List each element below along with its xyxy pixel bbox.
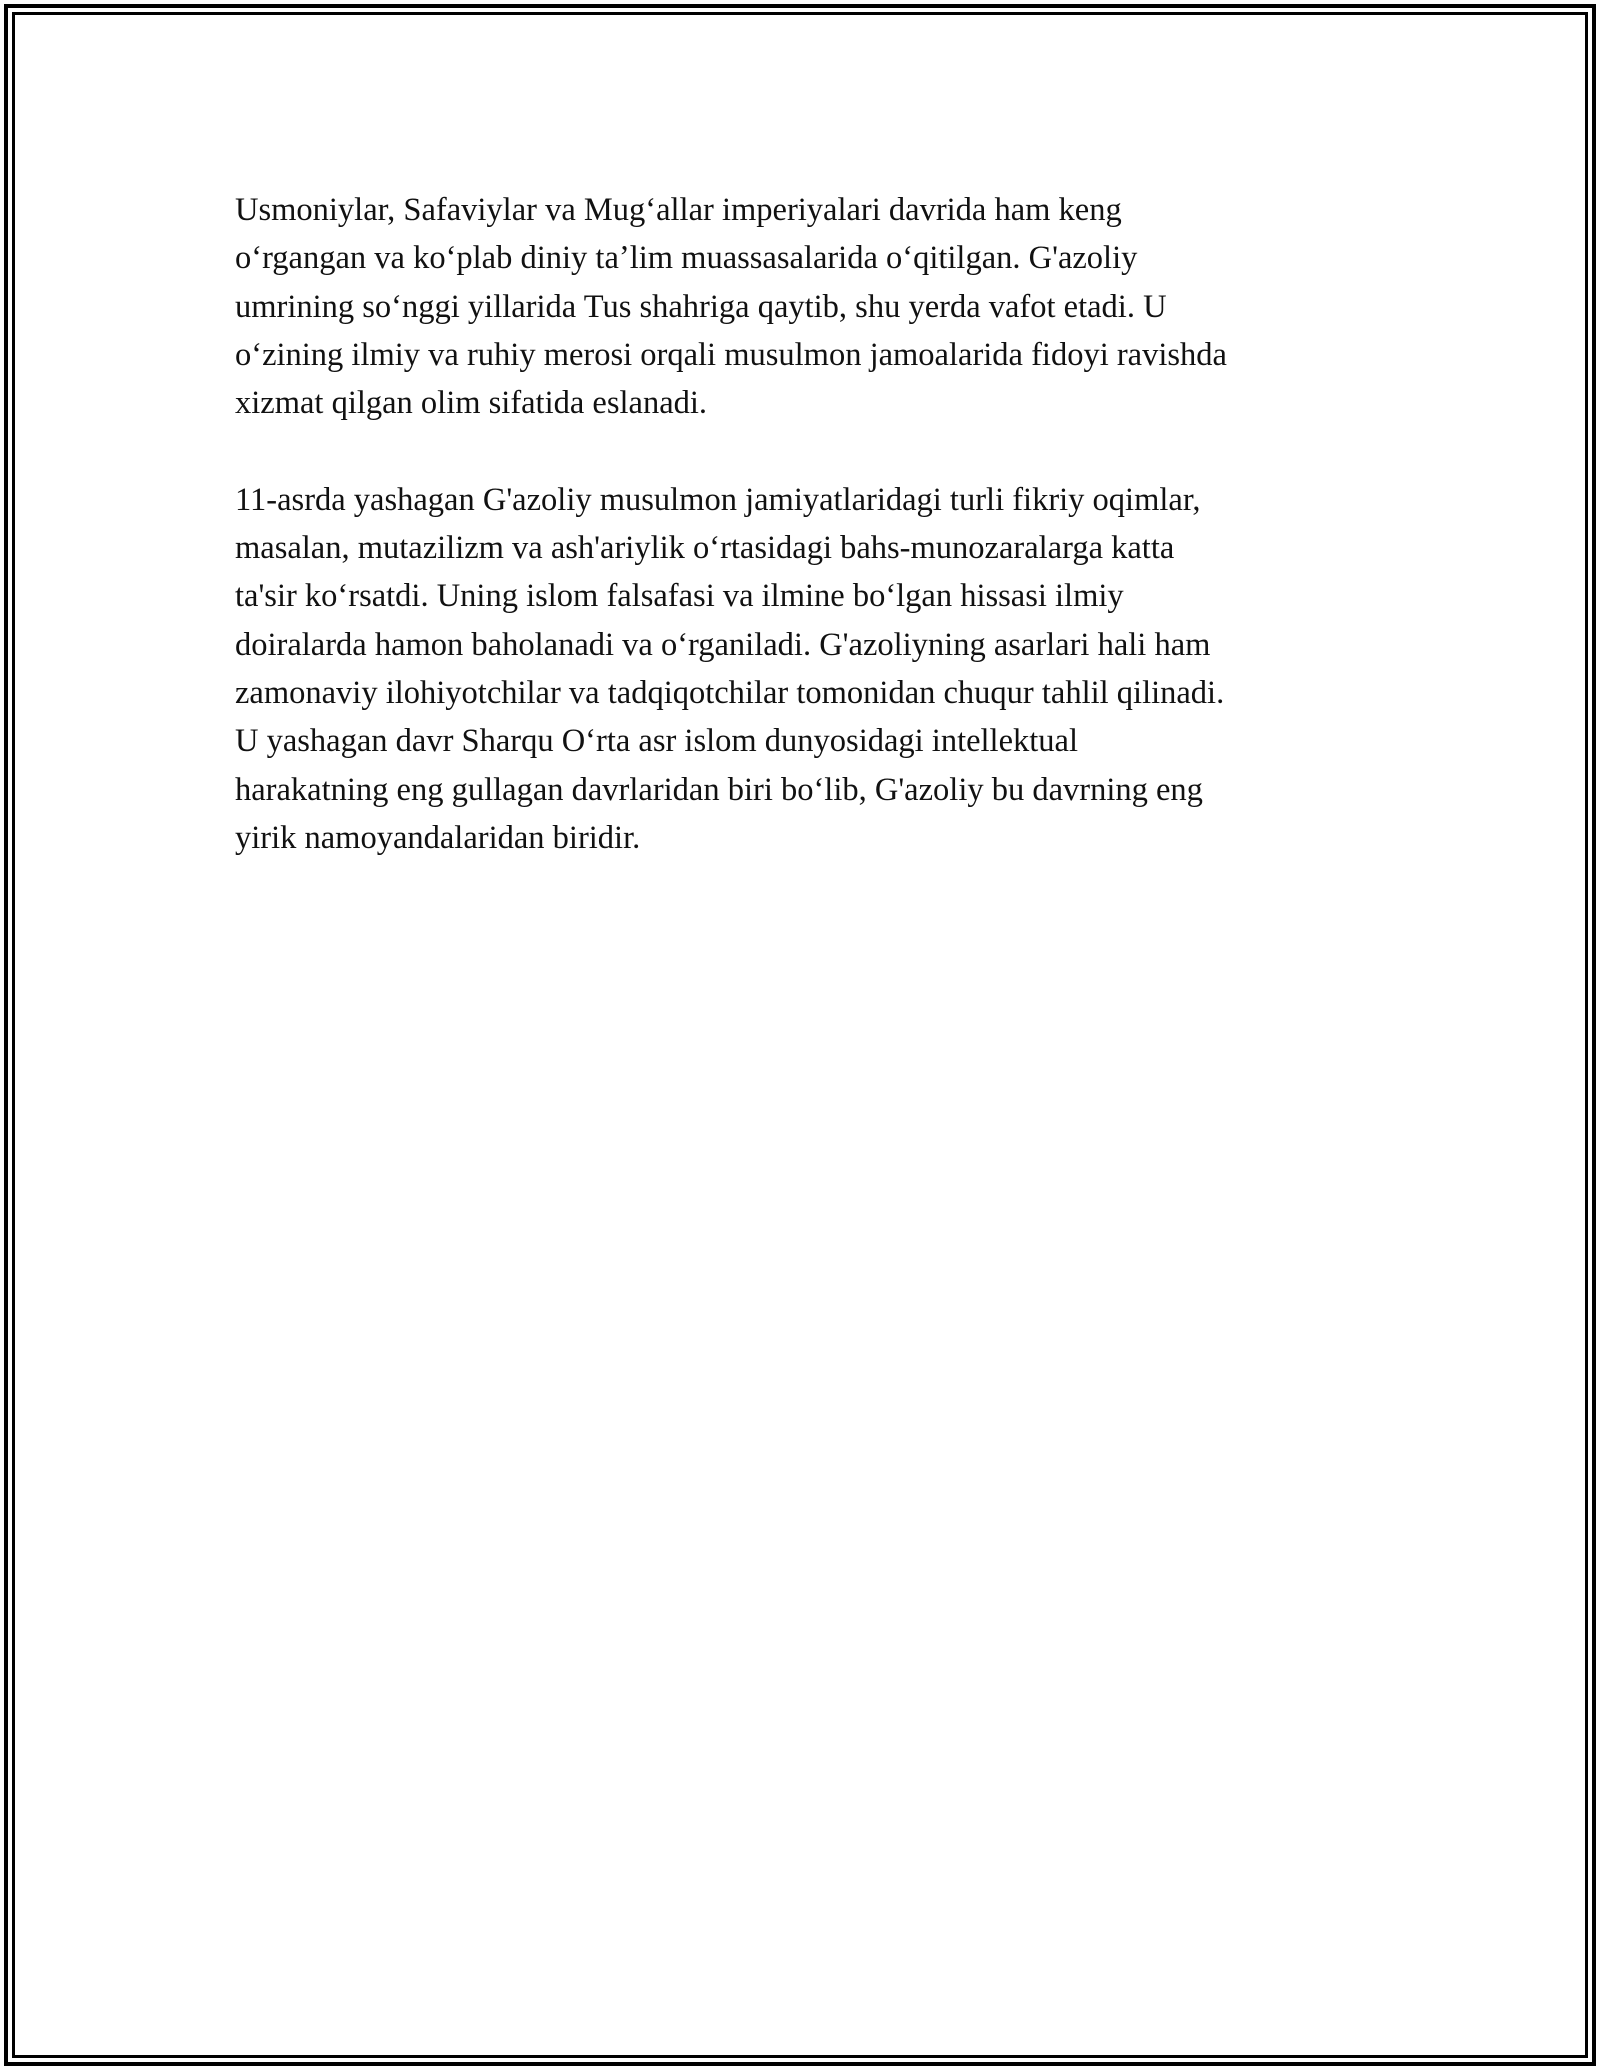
text-line: xizmat qilgan olim sifatida eslanadi.	[235, 385, 708, 422]
text-line: zamonaviy ilohiyotchilar va tadqiqotchilar tomonidan chuqur tahlil qilinadi.	[235, 674, 1225, 711]
paragraph-2	[235, 476, 1370, 862]
text-line: umrining soʻnggi yillarida Tus shahriga qaytib, shu yerda vafot etadi. U	[235, 288, 1167, 325]
paragraph-1	[235, 186, 1370, 427]
text-line: masalan, mutazilizm va ash'ariylik oʻrtasidagi bahs-munozaralarga katta	[235, 530, 1175, 567]
text-line: oʻrgangan va koʻplab diniy taʼlim muassasalarida oʻqitilgan. G'azoliy	[235, 240, 1138, 277]
text-line: oʻzining ilmiy va ruhiy merosi orqali musulmon jamoalarida fidoyi ravishda	[235, 336, 1227, 373]
text-line: Usmoniylar, Safaviylar va Mugʻallar imperiyalari davrida ham keng	[235, 192, 1122, 228]
text-line: doiralarda hamon baholanadi va oʻrganiladi. G'azoliyning asarlari hali ham	[235, 626, 1211, 663]
text-line: 11-asrda yashagan G'azoliy musulmon jamiyatlaridagi turli fikriy oqimlar,	[235, 481, 1201, 518]
text-line: harakatning eng gullagan davrlaridan biri boʻlib, G'azoliy bu davrning eng	[235, 771, 1203, 808]
text-line: yirik namoyandalaridan biridir.	[235, 819, 641, 856]
text-line: ta'sir koʻrsatdi. Uning islom falsafasi va ilmine boʻlgan hissasi ilmiy	[235, 578, 1124, 615]
text-line: U yashagan davr Sharqu Oʻrta asr islom dunyosidagi intellektual	[235, 723, 1079, 760]
document-body	[235, 186, 1370, 862]
